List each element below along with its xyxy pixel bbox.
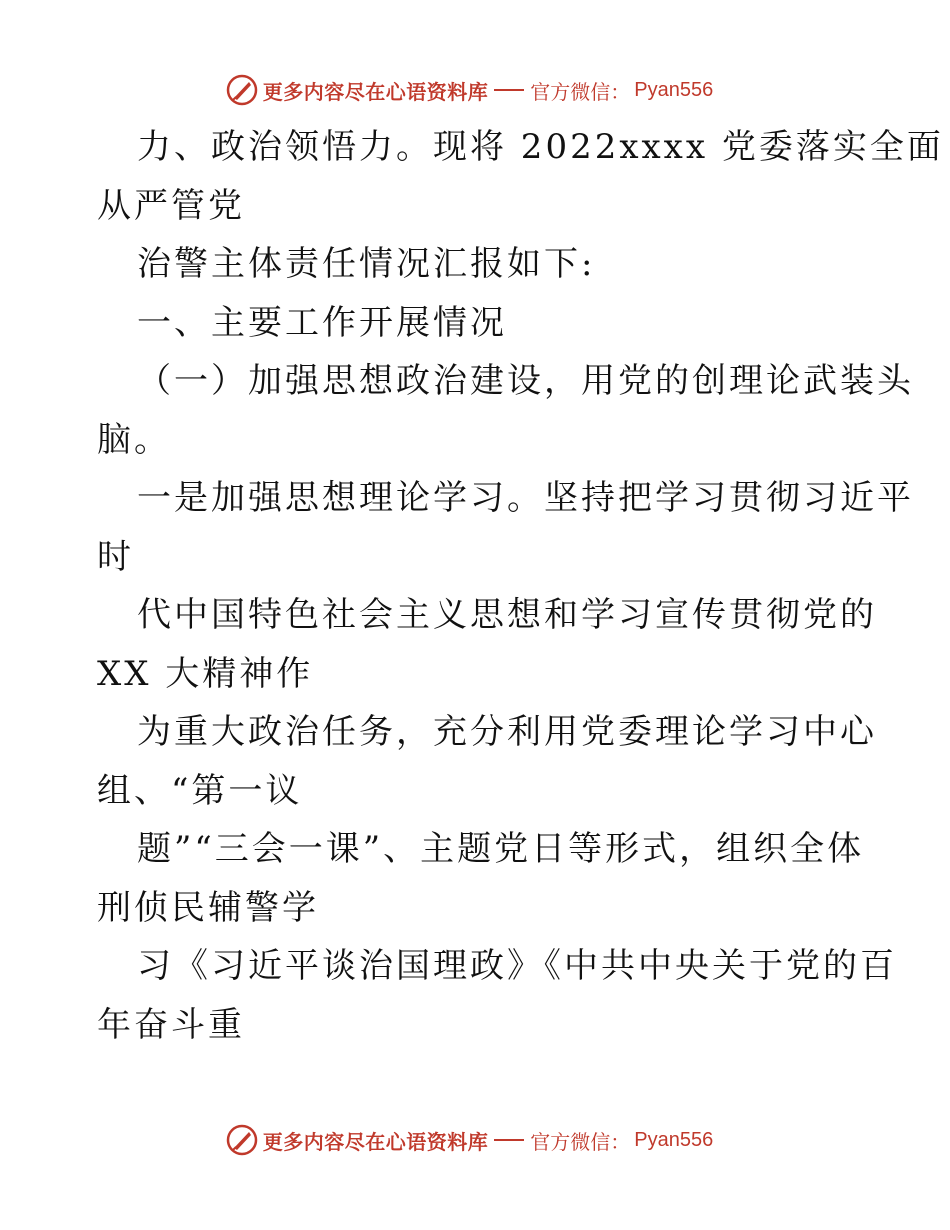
body-line: XX 大精神作 bbox=[97, 653, 314, 694]
subsection-heading: （一）加强思想政治建设，用党的创理论武装头 bbox=[137, 361, 914, 401]
document-body bbox=[97, 118, 944, 1054]
body-line: 习《习近平谈治国理政》《中共中央关于党的百 bbox=[137, 946, 897, 986]
body-line: 一是加强思想理论学习。坚持把学习贯彻习近平 bbox=[137, 478, 914, 518]
header-separator bbox=[494, 89, 524, 91]
body-line: 力、政治领悟力。现将 2022xxxx 党委落实全面 bbox=[137, 127, 944, 167]
body-line: 从严管党 bbox=[97, 185, 245, 226]
footer-banner-content bbox=[225, 1123, 713, 1157]
header-site-text: 更多内容尽在心语资料库 bbox=[262, 79, 489, 104]
body-line: 刑侦民辅警学 bbox=[97, 887, 319, 928]
footer-wechat-id: Pyan556 bbox=[634, 1128, 714, 1151]
quill-logo-icon bbox=[225, 73, 259, 107]
header-banner-content bbox=[225, 73, 713, 107]
body-line: 治警主体责任情况汇报如下: bbox=[137, 244, 596, 284]
footer-banner bbox=[0, 1120, 950, 1160]
footer-site-text: 更多内容尽在心语资料库 bbox=[262, 1129, 489, 1154]
header-wechat-label: 官方微信： bbox=[530, 79, 631, 104]
body-line: 为重大政治任务，充分利用党委理论学习中心 bbox=[137, 712, 877, 752]
header-wechat-id: Pyan556 bbox=[634, 78, 714, 101]
footer-wechat-label: 官方微信： bbox=[530, 1129, 631, 1154]
body-line: 脑。 bbox=[97, 419, 171, 460]
body-line: 代中国特色社会主义思想和学习宣传贯彻党的 bbox=[137, 595, 877, 635]
quill-logo-icon bbox=[225, 1123, 259, 1157]
footer-separator bbox=[494, 1139, 524, 1141]
body-line: 组、“第一议 bbox=[97, 770, 303, 811]
body-line: 年奋斗重 bbox=[97, 1004, 245, 1045]
header-banner bbox=[0, 70, 950, 110]
body-line: 题”“三会一课”、主题党日等形式，组织全体 bbox=[137, 829, 865, 869]
body-line: 时 bbox=[97, 536, 134, 577]
section-heading: 一、主要工作开展情况 bbox=[137, 302, 507, 343]
